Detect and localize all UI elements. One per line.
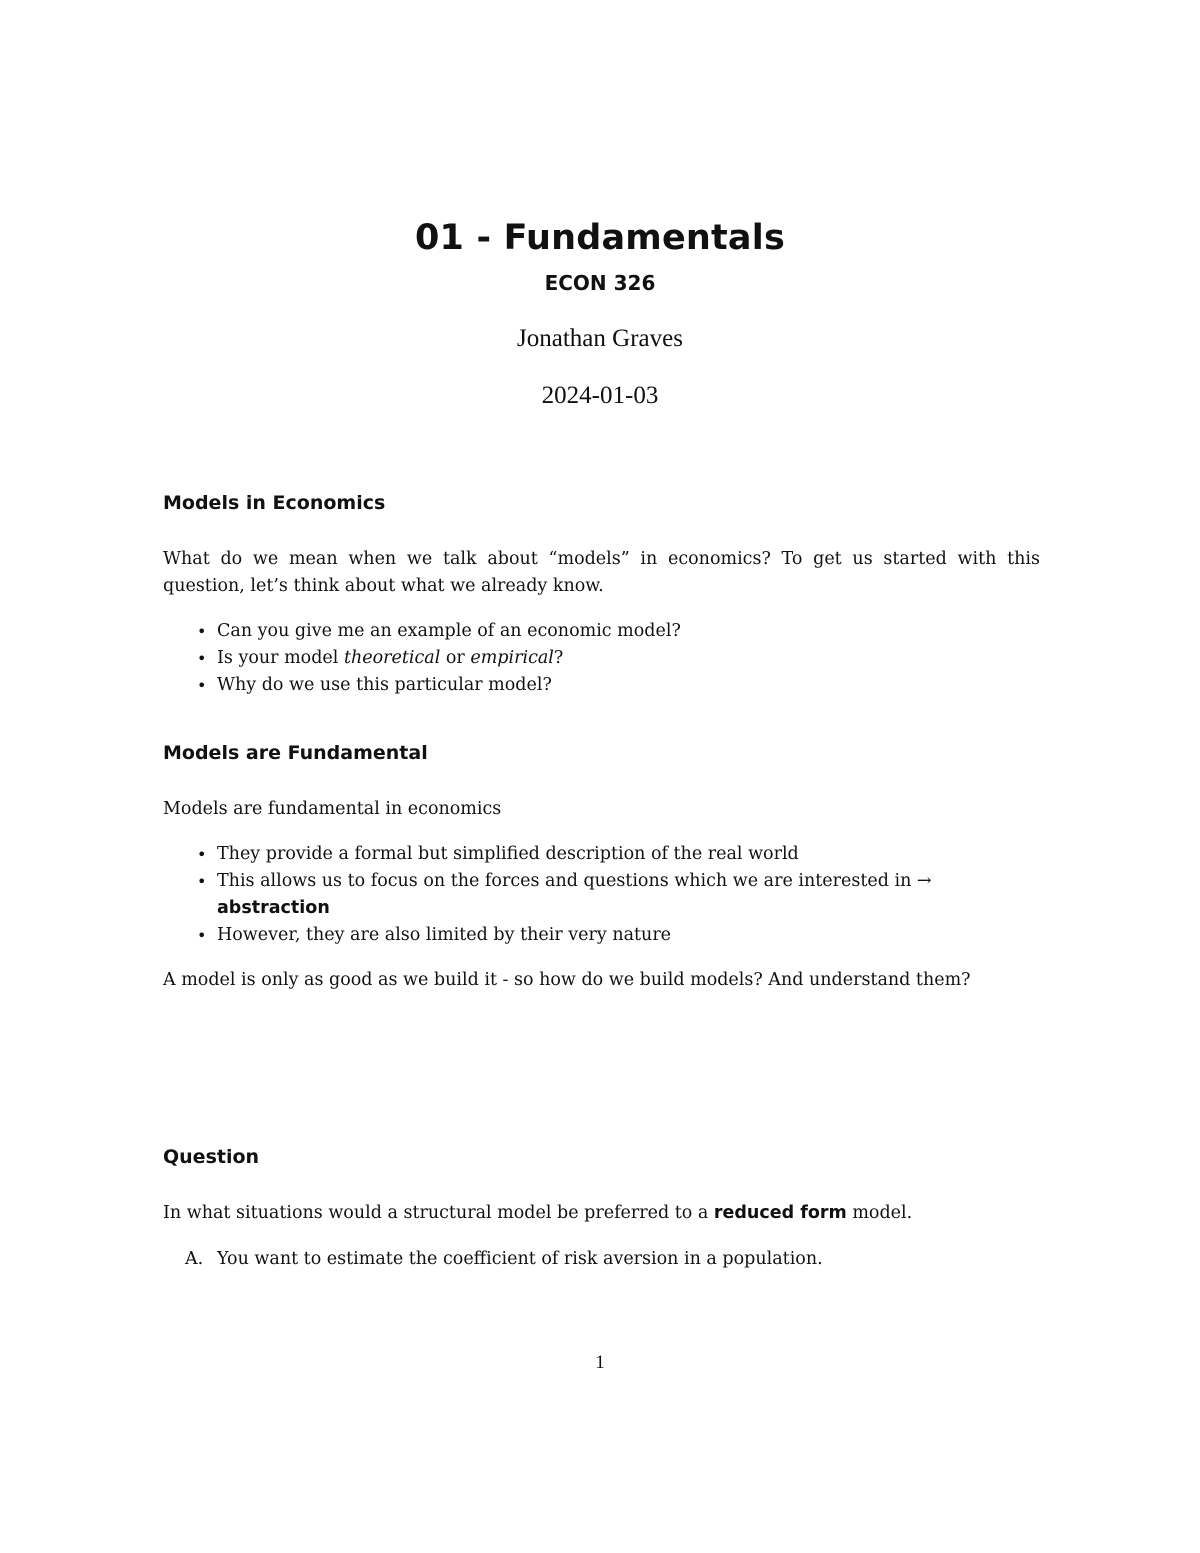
bullet-list-models-in-economics — [163, 618, 1040, 699]
bullet-icon: • — [197, 845, 207, 864]
text-run: Is your model — [217, 648, 344, 668]
paragraph-question — [163, 1200, 1040, 1227]
list-item-text: However, they are also limited by their very nature — [217, 925, 672, 945]
paragraph-fundamental-intro: Models are fundamental in economics — [163, 799, 502, 819]
section-heading-models-are-fundamental: Models are Fundamental — [163, 742, 428, 764]
text-run: or — [440, 648, 471, 668]
document-subtitle: ECON 326 — [544, 271, 656, 295]
document-title: 01 - Fundamentals — [415, 218, 785, 258]
list-item-text: Can you give me an example of an economic model? — [217, 621, 681, 641]
text-run: ? — [553, 648, 564, 668]
list-item — [163, 645, 1040, 672]
list-item — [163, 618, 1040, 645]
document-author: Jonathan Graves — [517, 325, 683, 352]
section-heading-models-in-economics: Models in Economics — [163, 492, 386, 514]
emphasis-empirical: empirical — [470, 648, 554, 668]
text-run: model. — [846, 1203, 913, 1223]
bullet-list-models-are-fundamental — [163, 841, 1040, 949]
bullet-icon: • — [197, 622, 207, 641]
answer-letter: A. — [185, 1249, 204, 1269]
emphasis-theoretical: theoretical — [343, 648, 441, 668]
text-run: This allows us to focus on the forces and questions which we are interested in → — [217, 871, 932, 891]
bullet-icon: • — [197, 926, 207, 945]
list-item — [163, 868, 1040, 922]
list-item — [163, 841, 1040, 868]
page-number: 1 — [595, 1352, 605, 1373]
paragraph-models-intro: What do we mean when we talk about “models” in economics? To get us started with this question, let’s think about what we already know. — [163, 549, 1040, 596]
bullet-icon: • — [197, 872, 207, 891]
list-item-text: Why do we use this particular model? — [217, 675, 552, 695]
bold-abstraction: abstraction — [217, 898, 330, 918]
paragraph-fundamental-closing: A model is only as good as we build it - so how do we build models? And understand them? — [163, 970, 971, 990]
list-item — [163, 922, 1040, 949]
list-item-text — [217, 645, 1040, 672]
text-run: In what situations would a structural model be preferred to a — [163, 1203, 714, 1223]
list-item-text — [217, 868, 981, 922]
bold-reduced-form: reduced form — [713, 1203, 847, 1223]
document-date: 2024-01-03 — [541, 382, 659, 409]
list-item — [163, 1246, 1040, 1273]
list-item-text: They provide a formal but simplified description of the real world — [217, 844, 799, 864]
list-item — [163, 672, 1040, 699]
section-heading-question: Question — [163, 1146, 260, 1168]
answer-text: You want to estimate the coefficient of risk aversion in a population. — [217, 1249, 823, 1269]
bullet-icon: • — [197, 676, 207, 695]
answer-list — [163, 1246, 1040, 1273]
bullet-icon: • — [197, 649, 207, 668]
